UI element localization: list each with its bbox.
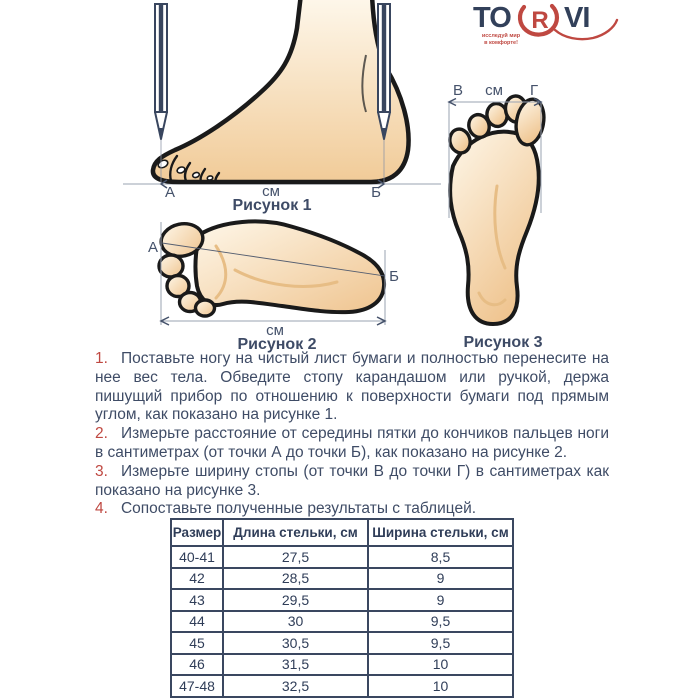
instruction-item — [95, 500, 609, 519]
instruction-number: 4. — [95, 500, 108, 518]
header-size: Размер — [171, 519, 223, 546]
size-cell: 46 — [171, 654, 223, 676]
table-row — [171, 675, 513, 697]
length-cell: 30,5 — [223, 632, 368, 654]
size-cell: 47-48 — [171, 675, 223, 697]
width-cell: 8,5 — [368, 546, 513, 568]
cm-label: см — [485, 82, 503, 99]
table-row — [171, 589, 513, 611]
figure-2-caption: Рисунок 2 — [237, 336, 317, 353]
size-cell: 44 — [171, 611, 223, 633]
header-insole-length: Длина стельки, см — [223, 519, 368, 546]
torvi-logo — [463, 0, 658, 56]
length-cell: 30 — [223, 611, 368, 633]
cm-label: см — [266, 322, 284, 339]
figure-2-footprint-length-diagram — [113, 212, 453, 354]
width-cell: 9 — [368, 568, 513, 590]
size-cell: 40-41 — [171, 546, 223, 568]
instruction-text: Сопоставьте полученные результаты с таблицей. — [120, 500, 477, 518]
logo-text-left: TO — [473, 2, 511, 34]
table-row — [171, 568, 513, 590]
length-cell: 27,5 — [223, 546, 368, 568]
instruction-number: 1. — [95, 350, 108, 367]
cm-label: см — [262, 183, 280, 200]
point-a-label: А — [147, 239, 159, 256]
instruction-text: Измерьте ширину стопы (от точки В до точки Г) в сантиметрах как показано на рисунке 3. — [95, 462, 609, 499]
foot-illustration — [153, 0, 409, 182]
point-v-label: В — [452, 82, 464, 99]
point-b-label: Б — [371, 184, 381, 201]
table-header-row — [171, 519, 513, 546]
instruction-item — [95, 425, 609, 463]
header-insole-width: Ширина стельки, см — [368, 519, 513, 546]
figure-1-side-foot-diagram — [113, 0, 453, 215]
table-row — [171, 654, 513, 676]
figure-3-footprint-width-diagram — [435, 68, 567, 360]
figure-3-caption: Рисунок 3 — [463, 334, 543, 351]
logo-text-r: R — [531, 7, 549, 34]
instruction-number: 2. — [95, 425, 108, 443]
length-cell: 31,5 — [223, 654, 368, 676]
table-row — [171, 611, 513, 633]
length-cell: 28,5 — [223, 568, 368, 590]
size-table — [170, 518, 514, 698]
instruction-text: Измерьте расстояние от середины пятки до кончиков пальцев ноги в сантиметрах (от точки А до точки Б), как показано на рисунке 2. — [95, 425, 609, 461]
width-cell: 9,5 — [368, 632, 513, 654]
instruction-item — [95, 463, 609, 501]
pencil-icon — [378, 4, 390, 139]
instruction-item — [95, 350, 609, 425]
point-a-label: А — [164, 184, 176, 201]
logo-tagline-line2: в комфорте! — [484, 40, 518, 46]
width-cell: 10 — [368, 675, 513, 697]
length-cell: 29,5 — [223, 589, 368, 611]
figure-1-caption: Рисунок 1 — [232, 197, 312, 214]
instruction-text: Поставьте ногу на чистый лист бумаги и полностью перенесите на нее вес тела. Обведите стопу карандашом или ручкой, держа пишущий прибор по отношению к поверхности бумаги под прямым углом, как показано на рисунке 1. — [95, 350, 609, 424]
logo-tagline-line1: исследуй мир — [481, 33, 521, 39]
point-g-label: Г — [529, 82, 539, 99]
width-cell: 9,5 — [368, 611, 513, 633]
point-b-label: Б — [389, 268, 399, 285]
table-row — [171, 546, 513, 568]
logo-text-right: VI — [564, 2, 590, 34]
table-row — [171, 632, 513, 654]
width-cell: 10 — [368, 654, 513, 676]
instruction-number: 3. — [95, 462, 108, 480]
size-cell: 43 — [171, 589, 223, 611]
pencil-icon — [155, 4, 167, 139]
width-cell: 9 — [368, 589, 513, 611]
length-cell: 32,5 — [223, 675, 368, 697]
instructions-list — [95, 350, 609, 519]
size-cell: 45 — [171, 632, 223, 654]
size-cell: 42 — [171, 568, 223, 590]
